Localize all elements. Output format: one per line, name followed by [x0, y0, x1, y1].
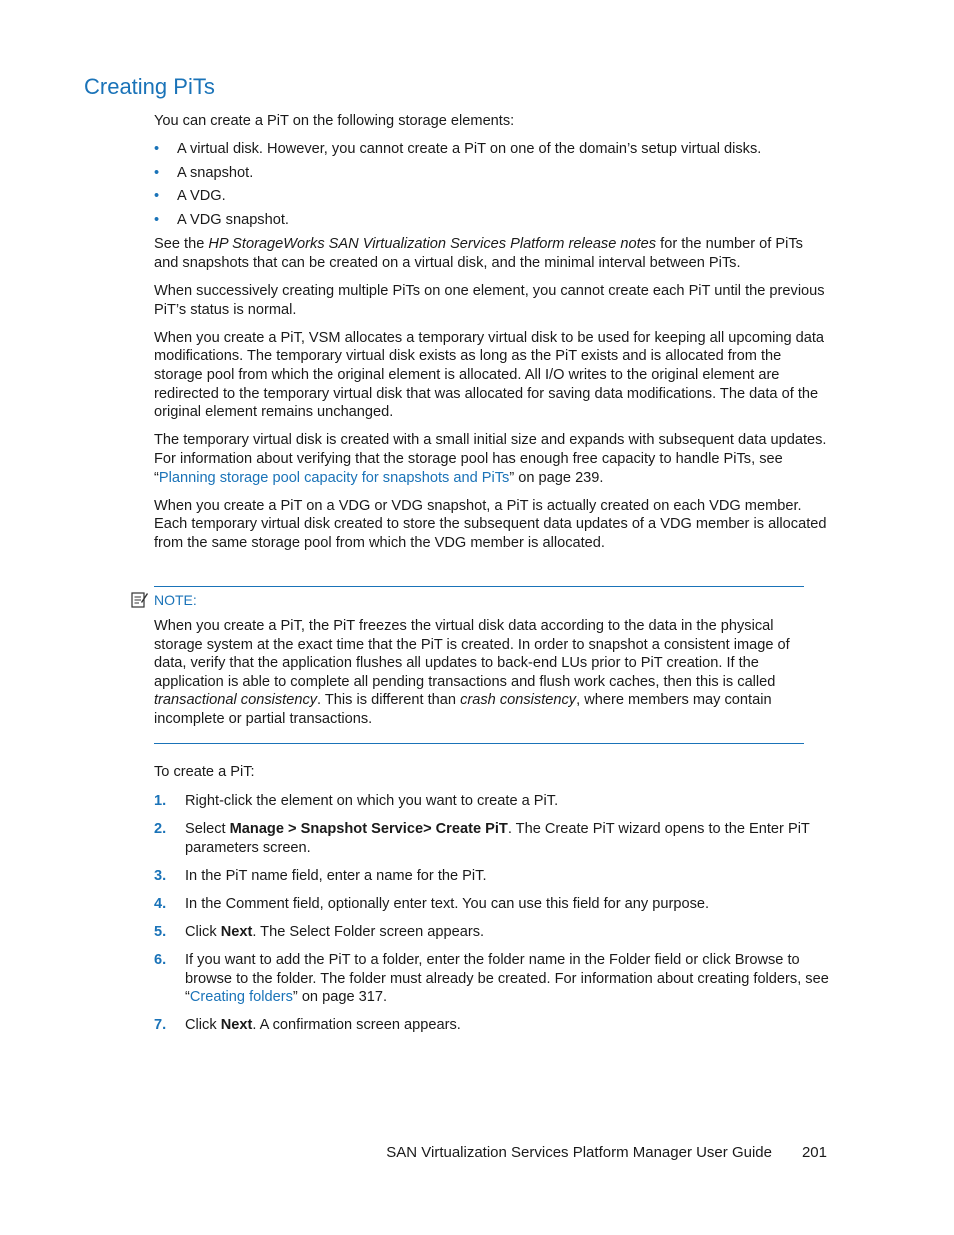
step-item: 5. Click Next. The Select Folder screen appears. [154, 923, 485, 940]
bullet-icon: • [154, 164, 160, 181]
note-text: When you create a PiT, the PiT freezes the virtual disk data according to the data in the physical storage system at the exact time that the PiT is created. In order to snapshot a consistent image of data, verify that the application flushes all updates to back-end LUs prior to PiT creation. If the application is able to complete all pending transactions and flush work caches, then this is called transactional consistency. This is different than crash consistency, where members may contain incomplete or partial transactions. [154, 618, 790, 727]
step-item: 4. In the Comment field, optionally enter text. You can use this field for any purpose. [154, 895, 710, 912]
steps-intro: To create a PiT: [154, 764, 255, 780]
main-content [154, 112, 830, 562]
step-number: 6. [154, 952, 167, 969]
planning-storage-pool-link[interactable]: Planning storage pool capacity for snapshots and PiTs [158, 469, 510, 486]
step-number: 2. [154, 821, 167, 838]
list-item: • A VDG snapshot. [154, 211, 289, 228]
step-item: 6. If you want to add the PiT to a folder, enter the folder name in the Folder field or click Browse to browse to the folder. The folder must already be created. For information about creating folders, see “Creating folders” on page 317. [154, 952, 829, 1006]
successive-pits-paragraph: When successively creating multiple PiTs on one element, you cannot create each PiT until the previous PiT’s status is normal. [154, 283, 825, 318]
bullet-icon: • [154, 211, 160, 228]
note-box [154, 586, 804, 744]
list-item: • A VDG. [154, 188, 226, 205]
step-item: 3. In the PiT name field, enter a name for the PiT. [154, 867, 487, 884]
procedure-steps [154, 792, 830, 1044]
menu-path: Manage > Snapshot Service> Create PiT [229, 821, 508, 838]
step-number: 1. [154, 793, 167, 809]
list-item: • A virtual disk. However, you cannot create a PiT on one of the domain’s setup virtual disks. [154, 141, 762, 158]
bullet-icon: • [154, 188, 160, 205]
step-item: 7. Click Next. A confirmation screen appears. [154, 1017, 461, 1034]
note-icon [131, 591, 148, 608]
step-number: 5. [154, 923, 167, 940]
step-item: 2. Select Manage > Snapshot Service> Create PiT. The Create PiT wizard opens to the Enter PiT parameters screen. [154, 821, 810, 856]
list-item: • A snapshot. [154, 164, 254, 181]
capacity-paragraph: The temporary virtual disk is created with a small initial size and expands with subsequent data updates. For information about verifying that the storage pool has enough free capacity to handle PiTs, see “Planning storage pool capacity for snapshots and PiTs” on page 239. [154, 432, 827, 486]
step-item: 1. Right-click the element on which you want to create a PiT. [154, 793, 559, 809]
note-label: NOTE: [154, 592, 197, 608]
release-notes-paragraph: See the HP StorageWorks SAN Virtualization Services Platform release notes for the number of PiTs and snapshots that can be created on a virtual disk, and the minimal interval between PiTs. [154, 236, 803, 272]
creating-folders-link[interactable]: Creating folders [189, 989, 293, 1006]
step-number: 4. [154, 895, 167, 912]
bullet-icon: • [154, 141, 160, 158]
storage-elements-list [154, 140, 830, 229]
step-number: 7. [154, 1017, 167, 1034]
page-footer [386, 1144, 827, 1161]
allocation-paragraph: When you create a PiT, VSM allocates a temporary virtual disk to be used for keeping all upcoming data modifications. The temporary virtual disk exists as long as the PiT exists and is allocated from the storage pool from which the original element is allocated. All I/O writes to the original element are redirected to the temporary virtual disk that was allocated for saving data modifications. The data of the original element remains unchanged. [154, 329, 825, 421]
page-number: 201 [801, 1144, 827, 1161]
vdg-paragraph: When you create a PiT on a VDG or VDG snapshot, a PiT is actually created on each VDG member. Each temporary virtual disk created to store the subsequent data updates of a VDG member is allocated from the same storage pool from which the VDG member is allocated. [154, 497, 827, 551]
intro-text: You can create a PiT on the following storage elements: [154, 113, 515, 129]
guide-title: SAN Virtualization Services Platform Manager User Guide [386, 1144, 772, 1161]
step-number: 3. [154, 867, 167, 884]
section-title: Creating PiTs [84, 74, 215, 99]
release-notes-title: HP StorageWorks SAN Virtualization Services Platform release notes [208, 236, 657, 253]
